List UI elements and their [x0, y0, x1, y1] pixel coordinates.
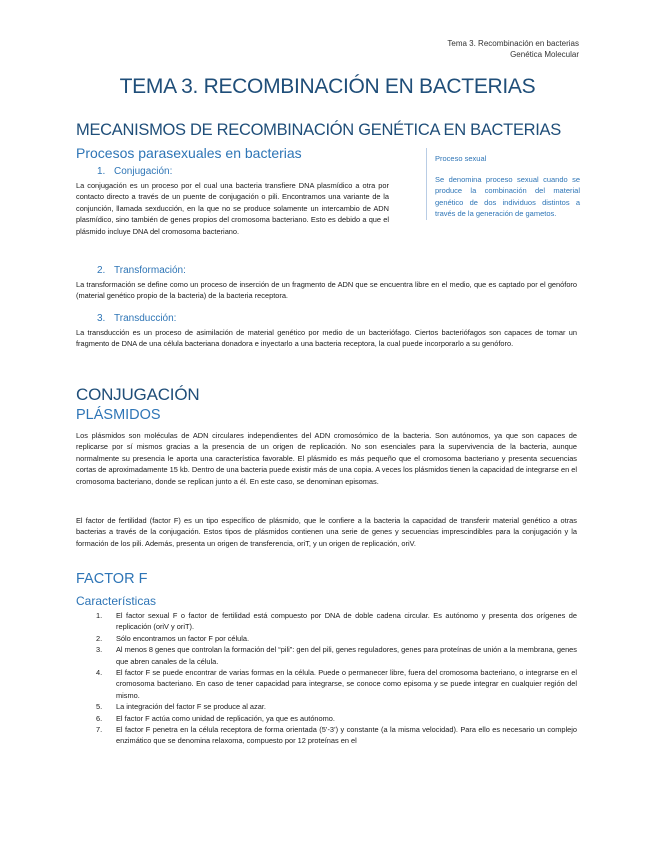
list-text: El factor F actúa como unidad de replicación, ya que es autónomo.	[116, 713, 335, 723]
list-number: 6.	[96, 713, 103, 723]
list-text: La integración del factor F se produce al azar.	[116, 702, 266, 712]
paragraph-plasmids-2: El factor de fertilidad (factor F) es un tipo específico de plásmido, que le confiere a la bacteria la capacidad de transferir material genético a otras bacterias a través de la conjugación. Estos tipos de plásmidos contienen una serie de genes y secuencias imprescindibles para la conjugación y la formación de los pili. Además, presenta un origen de transferencia, oriT, y un origen de replicación, oriV.	[76, 516, 577, 548]
paragraph-conjugation: La conjugación es un proceso por el cual una bacteria transfiere DNA plasmídico a otra por contacto directo a través de un puente de conjugación o pili. Encontramos una variante de la conjunción, llamada sexducción, en la que no se produce solamente un intercambio de ADN plasmídico, sino también de genes propios del cromosoma bacteriano. Esto es debido a que el plásmido incluye DNA del cromosoma bacteriano.	[76, 181, 389, 236]
subheading-characteristics: Características	[76, 594, 157, 608]
list-number: 7.	[96, 725, 103, 735]
numbered-heading-transformation	[97, 265, 186, 276]
list-text: El factor F se puede encontrar de varias formas en la célula. Puede o permanecer libre, fuera del cromosoma bacteriano, o integrarse en el cromosoma bacteriano. En caso de tener capacidad para integrarse, se conoce como episoma y se puede integrar en cualquier región del mismo.	[116, 668, 577, 700]
subheading-plasmids: PLÁSMIDOS	[76, 407, 161, 423]
item-number: 3.	[97, 313, 106, 324]
document-title: TEMA 3. RECOMBINACIÓN EN BACTERIAS	[119, 75, 536, 98]
sidebar-note-text: Se denomina proceso sexual cuando se produce la combinación del material genético de dos individuos distintos a través de la generación de gametos.	[435, 174, 580, 218]
item-title: Conjugación:	[114, 166, 173, 177]
list-number: 2.	[96, 633, 103, 643]
paragraph-transduction: La transducción es un proceso de asimilación de material genético por medio de un bacteriófago. Ciertos bacteriófagos son capaces de tomar un fragmento de DNA de una célula bacteriana donadora e inyectarlo a una bacteria receptora, la cual puede incorporarlo a su genóforo.	[76, 328, 577, 349]
list-number: 4.	[96, 668, 103, 678]
list-number: 1.	[96, 611, 103, 620]
list-item	[76, 713, 577, 724]
section-heading-mechanisms: MECANISMOS DE RECOMBINACIÓN GENÉTICA EN BACTERIAS	[76, 121, 561, 139]
list-text: Sólo encontramos un factor F por célula.	[116, 633, 250, 643]
item-title: Transducción:	[114, 313, 177, 324]
list-item	[76, 633, 577, 644]
header-course-title: Tema 3. Recombinación en bacterias	[447, 39, 579, 48]
paragraph-plasmids-1: Los plásmidos son moléculas de ADN circulares independientes del ADN cromosómico de la bacteria. Son autónomos, ya que son capaces de replicarse por sí mismos gracias a la presencia de un origen de replicación. No son esenciales para la supervivencia de la bacteria, aunque normalmente su presencia le aporta una característica favorable. El plásmido es más pequeño que el cromosoma bacteriano y presenta secuencias cortas de aproximadamente 15 kb. Dentro de una bacteria puede existir más de una copia. A veces los plásmidos tienen la capacidad de integrarse en el cromosoma bacteriano, donde se replican junto a él. En este caso, se denominan episomas.	[76, 431, 577, 486]
numbered-heading-conjugation	[97, 166, 172, 177]
list-item	[76, 610, 577, 633]
list-text: Al menos 8 genes que controlan la formación del “pili”: gen del pili, genes reguladores, genes para proteínas de unión a la membrana, genes que abren canales de la célula.	[116, 645, 577, 666]
numbered-heading-transduction	[97, 313, 176, 324]
header-subject: Genética Molecular	[510, 50, 579, 59]
list-number: 3.	[96, 645, 103, 655]
paragraph-transformation: La transformación se define como un proceso de inserción de un fragmento de ADN que se encuentra libre en el medio, que es captado por el genóforo (material genético propio de la bacteria) de la bacteria receptora.	[76, 280, 577, 301]
subheading-parasexual-processes: Procesos parasexuales en bacterias	[76, 145, 302, 161]
list-item	[76, 724, 577, 747]
sidebar-note-title: Proceso sexual	[435, 154, 487, 163]
sidebar-note	[426, 148, 580, 220]
list-item	[76, 644, 577, 667]
list-item	[76, 667, 577, 701]
list-item	[76, 701, 577, 712]
item-title: Transformación:	[114, 265, 186, 276]
characteristics-list	[76, 610, 577, 747]
list-text: El factor F penetra en la célula receptora de forma orientada (5’-3’) y constante (a la misma velocidad). Para ello es necesario un complejo enzimático que se denomina relaxoma, compuesto por 12 proteínas en el	[116, 725, 577, 746]
item-number: 1.	[97, 166, 106, 177]
page-header	[447, 38, 579, 60]
list-text: El factor sexual F o factor de fertilidad está compuesto por DNA de doble cadena circular. Es autónomo y presenta dos orígenes de replicación (oriV y oriT).	[116, 611, 577, 632]
subheading-factor-f: FACTOR F	[76, 571, 148, 587]
section-heading-conjugation: CONJUGACIÓN	[76, 385, 200, 404]
list-number: 5.	[96, 702, 103, 712]
item-number: 2.	[97, 265, 106, 276]
